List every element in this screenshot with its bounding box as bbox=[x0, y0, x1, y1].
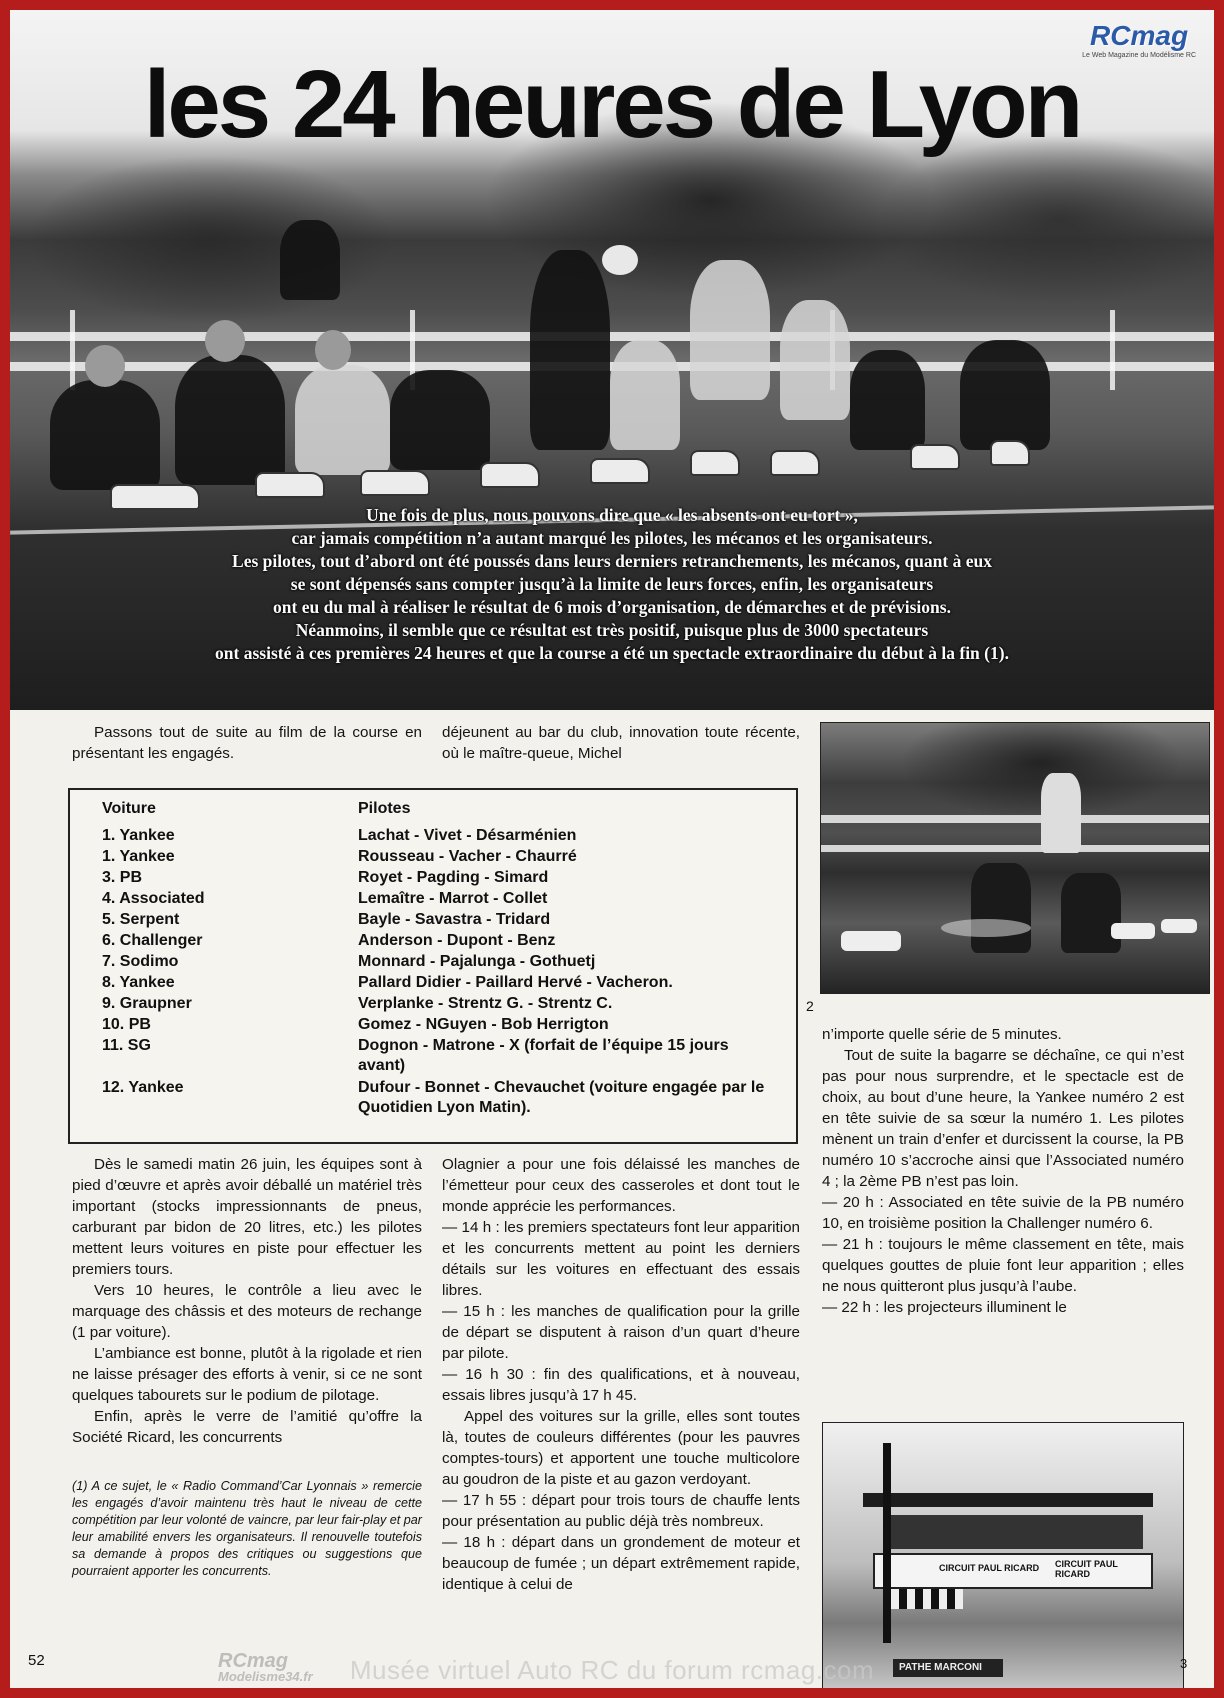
rc-car bbox=[480, 462, 540, 488]
intro-line: car jamais compétition n’a autant marqué les pilotes, les mécanos et les organisateurs. bbox=[291, 528, 933, 548]
pole bbox=[883, 1443, 891, 1643]
intro-text bbox=[50, 504, 1174, 665]
voiture-cell: 1. Yankee bbox=[102, 827, 175, 844]
pilot-figure bbox=[175, 355, 285, 485]
paragraph: — 14 h : les premiers spectateurs font leur apparition et les concurrents mettent au point les derniers détails sur les voitures en effectuant des essais libres. bbox=[442, 1219, 800, 1299]
voiture-cell: 7. Sodimo bbox=[102, 953, 179, 970]
mechanic-figure bbox=[690, 260, 770, 400]
photo-number: 2 bbox=[806, 998, 814, 1014]
paragraph: Enfin, après le verre de l’amitié qu’offre la Société Ricard, les concurrents bbox=[72, 1408, 422, 1446]
fence-rail bbox=[821, 845, 1210, 852]
paragraph: — 17 h 55 : départ pour trois tours de chauffe lents pour présentation au public déjà très nombreux. bbox=[442, 1492, 800, 1530]
voiture-cell: 11. SG bbox=[102, 1037, 151, 1054]
footnote: (1) A ce sujet, le « Radio Command’Car Lyonnais » remercie les engagés d’avoir maintenu très haut le niveau de cette compétition par leur volonté de vaincre, par leur fair-play et par leur amabilité envers les organisateurs. Il renouvelle toutefois sa demande à propos des critiques ou suggestions que pourraient apporter les concurrents. bbox=[72, 1479, 422, 1578]
rc-car bbox=[690, 450, 740, 476]
paragraph: Olagnier a pour une fois délaissé les manches de l’émetteur pour ceux des casseroles et dont tout le monde apprécie les performances. bbox=[442, 1156, 800, 1215]
mechanic-figure bbox=[530, 250, 610, 450]
pilotes-cell: Gomez - NGuyen - Bob Herrigton bbox=[358, 1016, 609, 1033]
voiture-cell: 3. PB bbox=[102, 869, 143, 886]
intro-line: se sont dépensés sans compter jusqu’à la limite de leurs forces, enfin, les organisateurs bbox=[290, 574, 934, 594]
voiture-cell: 1. Yankee bbox=[102, 848, 175, 865]
paragraph: — 21 h : toujours le même classement en tête, mais quelques gouttes de pluie font leur apparition ; elles ne nous quitteront plus jusqu’à l’aube. bbox=[822, 1236, 1184, 1295]
pilot-figure bbox=[610, 340, 680, 450]
voiture-cell: 4. Associated bbox=[102, 890, 205, 907]
podium-banner bbox=[873, 1553, 1153, 1589]
column-3 bbox=[822, 1024, 1184, 1318]
podium-roof bbox=[863, 1493, 1153, 1507]
pilotes-cell: Royet - Pagding - Simard bbox=[358, 869, 549, 886]
voiture-cell: 10. PB bbox=[102, 1016, 151, 1033]
pilot-head bbox=[205, 320, 245, 362]
rc-car bbox=[590, 458, 650, 484]
sign-text: CIRCUIT PAUL RICARD bbox=[1055, 1559, 1118, 1579]
logo-main: RCmag bbox=[218, 1650, 289, 1672]
watermark: Musée virtuel Auto RC du forum rcmag.com bbox=[349, 1655, 875, 1685]
fence-post bbox=[1110, 310, 1115, 390]
pilotes-cell: Rousseau - Vacher - Chaurré bbox=[358, 848, 577, 865]
paragraph: — 18 h : départ dans un grondement de moteur et beaucoup de fumée ; un départ extrêmement rapide, identique à celui de bbox=[442, 1534, 800, 1593]
voiture-cell: 12. Yankee bbox=[102, 1079, 184, 1096]
rc-car bbox=[255, 472, 325, 498]
column-1 bbox=[72, 1154, 422, 1580]
pilot-figure bbox=[971, 863, 1031, 953]
paragraph: — 22 h : les projecteurs illuminent le bbox=[822, 1299, 1067, 1316]
sign-text: CIRCUIT PAUL RICARD bbox=[939, 1563, 1040, 1573]
rc-car bbox=[910, 444, 960, 470]
pilotes-cell: Dognon - Matrone - X (forfait de l’équipe 15 jours avant) bbox=[358, 1037, 729, 1074]
pilot-figure bbox=[1061, 873, 1121, 953]
paragraph: Dès le samedi matin 26 juin, les équipes sont à pied d’œuvre et après avoir déballé un matériel très important (stocks impressionnants de pneus, carburant par bidon de 20 litres, etc.) les pilotes mettent leurs voitures en piste pour effectuer les premiers tours. bbox=[72, 1156, 422, 1278]
entries-table bbox=[68, 788, 798, 1144]
voiture-cell: 8. Yankee bbox=[102, 974, 175, 991]
intro-line: Les pilotes, tout d’abord ont été poussés dans leurs derniers retranchements, les mécanos, quant à eux bbox=[232, 551, 992, 571]
rc-car bbox=[841, 931, 901, 951]
podium-photo bbox=[822, 1422, 1184, 1688]
pilot-head bbox=[315, 330, 351, 370]
podium-crowd bbox=[883, 1515, 1143, 1549]
rc-car bbox=[1161, 919, 1197, 933]
rcmag-logo bbox=[1082, 20, 1196, 59]
pilotes-cell: Monnard - Pajalunga - Gothuetj bbox=[358, 953, 596, 970]
intro-line: ont eu du mal à réaliser le résultat de 6 mois d’organisation, de démarches et de prévisions. bbox=[273, 597, 951, 617]
column-2-top bbox=[442, 722, 800, 764]
intro-line: ont assisté à ces premières 24 heures et que la course a été un spectacle extraordinaire du début à la fin (1). bbox=[215, 643, 1009, 663]
hero-photo bbox=[10, 10, 1214, 710]
paragraph: Tout de suite la bagarre se déchaîne, ce qui n’est pas pour nous surprendre, et le spectacle est de choix, au bout d’une heure, la Yankee numéro 2 est en tête suivie de sa sœur la numéro 1. Les pilotes mènent un train d’enfer et durcissent la course, la PB numéro 10 s’accroche ainsi que l’Associated numéro 4 ; la 2ème PB n’est pas loin. bbox=[822, 1047, 1184, 1190]
pilot-head bbox=[85, 345, 125, 387]
pilot-figure bbox=[780, 300, 850, 420]
checkered-flag bbox=[883, 1589, 963, 1609]
exhaust-smoke bbox=[941, 919, 1031, 937]
pilot-figure bbox=[295, 365, 390, 475]
pilotes-cell: Anderson - Dupont - Benz bbox=[358, 932, 556, 949]
paragraph: L’ambiance est bonne, plutôt à la rigolade et rien ne laisse présager des efforts à venir, si ce ne sont quelques tabourets sur le podium de pilotage. bbox=[72, 1345, 422, 1404]
pilot-figure bbox=[50, 380, 160, 490]
voiture-cell: 5. Serpent bbox=[102, 911, 180, 928]
rc-car bbox=[360, 470, 430, 496]
rc-car bbox=[990, 440, 1030, 466]
paragraph: Passons tout de suite au film de la course en présentant les engagés. bbox=[72, 724, 422, 762]
pilotes-cell: Lemaître - Marrot - Collet bbox=[358, 890, 548, 907]
intro-line: Une fois de plus, nous pouvons dire que « les absents ont eu tort », bbox=[366, 505, 858, 525]
fence-rail bbox=[10, 332, 1214, 341]
pilotes-cell: Pallard Didier - Paillard Hervé - Vacheron. bbox=[358, 974, 673, 991]
voiture-cell: 9. Graupner bbox=[102, 995, 192, 1012]
fence-post bbox=[70, 310, 75, 390]
spectator-figure bbox=[1041, 773, 1081, 853]
paragraph: — 16 h 30 : fin des qualifications, et à nouveau, essais libres jusqu’à 17 h 45. bbox=[442, 1366, 800, 1404]
header-pilotes: Pilotes bbox=[358, 800, 411, 817]
intro-line: Néanmoins, il semble que ce résultat est très positif, puisque plus de 3000 spectateurs bbox=[295, 620, 929, 640]
logo-main: RCmag bbox=[1090, 20, 1189, 51]
page-title: les 24 heures de Lyon bbox=[143, 51, 1081, 158]
rc-car bbox=[770, 450, 820, 476]
pilot-figure bbox=[960, 340, 1050, 450]
pilotes-cell: Lachat - Vivet - Désarménien bbox=[358, 827, 577, 844]
paragraph: déjeunent au bar du club, innovation toute récente, où le maître-queue, Michel bbox=[442, 724, 800, 762]
pilotes-cell: Dufour - Bonnet - Chevauchet (voiture engagée par le Quotidien Lyon Matin). bbox=[358, 1079, 765, 1116]
fence-rail bbox=[821, 815, 1210, 823]
pilotes-cell: Bayle - Savastra - Tridard bbox=[358, 911, 551, 928]
logo-sub: Le Web Magazine du Modélisme RC bbox=[1082, 52, 1196, 59]
paragraph: — 20 h : Associated en tête suivie de la PB numéro 10, en troisième position la Challenger numéro 6. bbox=[822, 1194, 1184, 1232]
spectator-figure bbox=[280, 220, 340, 300]
voiture-cell: 6. Challenger bbox=[102, 932, 203, 949]
paragraph: — 15 h : les manches de qualification pour la grille de départ se disputent à raison d’un quart d’heure par pilote. bbox=[442, 1303, 800, 1362]
page-number-left: 52 bbox=[28, 1652, 45, 1669]
pilot-figure bbox=[390, 370, 490, 470]
rc-car bbox=[1111, 923, 1155, 939]
logo-sub: Modelisme34.fr bbox=[218, 1669, 313, 1684]
race-photo-2 bbox=[820, 722, 1210, 994]
paragraph: Appel des voitures sur la grille, elles sont toutes là, toutes de couleurs différentes (pour les pauvres comptes-tours) et apportent une touche multicolore au goudron de la piste et au gazon verdoyant. bbox=[442, 1408, 800, 1488]
mechanic-head bbox=[602, 245, 638, 275]
sign-text: PATHE MARCONI bbox=[893, 1659, 1003, 1677]
paragraph: n’importe quelle série de 5 minutes. bbox=[822, 1026, 1062, 1043]
column-2 bbox=[442, 1154, 800, 1595]
paragraph: Vers 10 heures, le contrôle a lieu avec le marquage des châssis et des moteurs de rechange (1 par voiture). bbox=[72, 1282, 422, 1341]
pilotes-cell: Verplanke - Strentz G. - Strentz C. bbox=[358, 995, 613, 1012]
page-number-right: 3 bbox=[1180, 1656, 1188, 1671]
magazine-page bbox=[10, 10, 1214, 1688]
header-voiture: Voiture bbox=[102, 800, 156, 817]
column-1-top bbox=[72, 722, 422, 764]
pilot-figure bbox=[850, 350, 925, 450]
